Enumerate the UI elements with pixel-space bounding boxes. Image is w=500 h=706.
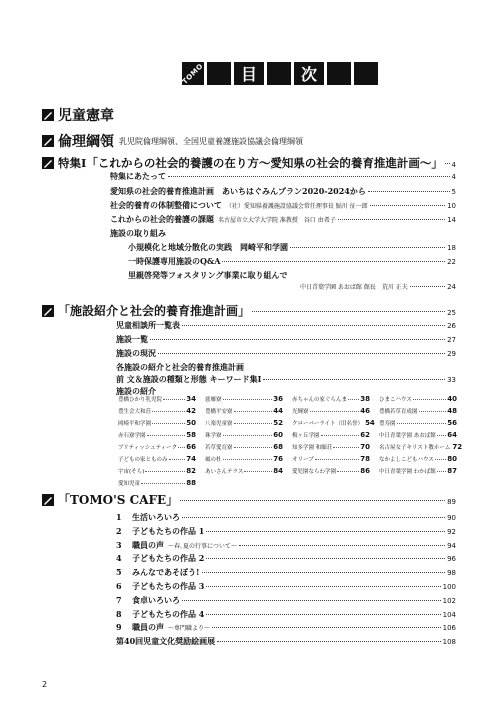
toc-entry [116, 581, 456, 592]
leader-dots [223, 459, 273, 460]
page-number: 36 [273, 395, 283, 403]
page-number: 72 [452, 443, 463, 451]
section-title: 「施設紹介と社会的養育推進計画」 [58, 304, 251, 318]
toc-entry [116, 567, 456, 578]
entry-number: 7 [116, 594, 122, 605]
facility-entry [292, 395, 370, 403]
facility-entry [292, 407, 370, 415]
toc-entry [128, 256, 456, 267]
toc-entry [300, 282, 456, 293]
entry-title: 第40回児童文化奨励絵画展 [116, 636, 216, 647]
page-number: 52 [273, 419, 283, 427]
facility-entry [205, 431, 283, 439]
entry-number: 1 [116, 512, 122, 522]
page-number: 66 [186, 443, 196, 451]
toc-entry [110, 186, 456, 197]
section-heading-code-of-ethics [42, 131, 303, 151]
leader-dots [145, 471, 185, 472]
leader-dots [239, 545, 445, 546]
facility-name: 光輝寮 [292, 409, 309, 415]
facility-name: クローバーライト（旧名誉） [292, 421, 364, 427]
entry-title: 子どもたちの作品 4 [132, 608, 205, 619]
header-title-char-2: 次 [294, 62, 324, 85]
entry-title: 小規模化と地域分散化の実践 岡崎平和学園 [128, 242, 288, 252]
leader-dots [397, 423, 447, 424]
page-number: 68 [273, 443, 283, 451]
entry-title: 前 文＆施設の種類と形態 キーワード集Ⅰ [116, 374, 262, 384]
facility-name: 愛知児童 [118, 481, 141, 487]
leader-dots [158, 353, 445, 354]
facility-name: 赤ちゃんの家ぐらんま [292, 397, 348, 403]
facility-entry [292, 455, 370, 463]
facility-entry [379, 431, 457, 439]
toc-entry [128, 242, 456, 253]
page-number: 76 [273, 455, 283, 463]
page-number: 70 [360, 443, 370, 451]
page-number: 98 [447, 569, 456, 578]
page-number: 92 [447, 527, 456, 536]
page-number: 89 [447, 498, 456, 506]
header-block [267, 62, 291, 85]
toc-entry [116, 374, 456, 385]
entry-title: 子どもたちの作品 3 [132, 581, 205, 591]
leader-dots [182, 517, 445, 518]
page-footer-number: 2 [42, 680, 48, 689]
entry-title: 里親啓発等フォスタリング事業に取り組んで [128, 270, 288, 280]
entry-number: 2 [116, 525, 122, 536]
facility-entry [292, 443, 370, 451]
entry-title: 子どもたちの作品 2 [132, 553, 205, 564]
entry-title: 児童相談所一覧表 [116, 320, 180, 330]
toc-entry [116, 512, 456, 523]
leader-dots [178, 447, 185, 448]
page-number: 78 [360, 455, 370, 463]
facility-entry [205, 443, 283, 451]
leader-dots [234, 423, 273, 424]
entry-author: 中日青葉学園 あおば館 館長 荒川 正夫 [300, 284, 408, 291]
facility-entry [118, 419, 196, 427]
toc-entry [116, 540, 456, 551]
page-number: 4 [451, 173, 456, 181]
facility-entry [118, 431, 196, 439]
page-number: 50 [186, 419, 196, 427]
leader-dots [348, 399, 359, 400]
entry-number: 8 [116, 608, 122, 619]
page-number: 25 [447, 309, 456, 317]
facility-name: 豊橋ひかり乳児院 [118, 397, 163, 403]
leader-dots [437, 471, 447, 472]
page-number: 22 [447, 258, 456, 266]
section-subtitle: 乳児院倫理綱領、全国児童養護施設協議会倫理綱領 [119, 136, 303, 146]
entry-title: 施設の紹介 [116, 386, 156, 396]
facility-entry [379, 455, 457, 463]
page-number: 96 [447, 555, 456, 564]
section-heading-facility-intro [42, 302, 456, 319]
entry-title: 職員の声 [132, 539, 164, 550]
facility-name: オリーブ [292, 457, 314, 463]
leader-dots [315, 459, 360, 460]
page-number: 108 [442, 638, 456, 647]
facility-entry [379, 443, 463, 451]
toc-entry [116, 595, 456, 606]
leader-dots [168, 176, 450, 177]
entry-number: 6 [116, 581, 122, 591]
leader-dots [206, 558, 445, 559]
entry-title: 社会的養育の体制整備について [110, 200, 222, 210]
facility-entry [118, 455, 196, 463]
toc-entry [110, 171, 456, 182]
entry-note: ～春､夏の行事について～ [168, 542, 237, 550]
toc-entry [116, 320, 456, 331]
facility-name: 中日青葉学園 あおば館 [379, 433, 436, 439]
leader-dots [435, 459, 446, 460]
entry-title: 施設一覧 [116, 334, 148, 344]
page-number: 86 [360, 467, 370, 475]
entry-note: ～専門職より～ [168, 625, 211, 633]
toc-entry [128, 270, 456, 281]
leader-dots [222, 261, 445, 262]
page-number: 58 [186, 431, 196, 439]
facility-entry [118, 479, 196, 487]
leader-dots [338, 219, 445, 220]
entry-title: 職員の声 [132, 622, 164, 633]
section-heading-tomos-cafe [42, 491, 456, 508]
section-title: 倫理綱領 [58, 134, 114, 150]
page-number: 100 [442, 583, 456, 591]
page-number: 64 [447, 431, 457, 439]
page-number: 94 [447, 541, 456, 550]
page-number: 104 [442, 610, 456, 619]
entry-title: 愛知県の社会的養育推進計画 あいちはぐみんプラン2020-2024から [110, 186, 366, 196]
page-number: 27 [447, 336, 456, 344]
facility-entry [379, 407, 457, 415]
leader-dots [223, 399, 273, 400]
leader-dots [290, 247, 445, 248]
section-title: 児童憲章 [58, 108, 114, 124]
entry-title: 生活いろいろ [132, 512, 180, 522]
leader-dots [182, 325, 445, 326]
facility-entry [379, 419, 457, 427]
leader-dots [244, 471, 272, 472]
toc-entry [116, 636, 456, 647]
entry-title: 一時保護専用施設のQ&A [128, 256, 221, 266]
leader-dots [252, 311, 445, 312]
facility-name: 八楽児童寮 [205, 421, 233, 427]
section-title: 特集Ⅰ「これからの社会的養護の在り方～愛知県の社会的養育推進計画～」 [58, 156, 443, 170]
facility-entry [292, 419, 375, 427]
toc-entry [116, 622, 456, 633]
page-number: 33 [447, 376, 456, 384]
page-number: 102 [442, 596, 456, 605]
facility-name: 知多学園 和願荘 [292, 445, 333, 451]
section-heading-childrens-charter [42, 105, 114, 125]
header-block [327, 62, 351, 85]
toc-entry [116, 526, 456, 537]
pen-icon [42, 109, 54, 121]
entry-title: 食卓いろいろ [132, 594, 180, 605]
entry-title: 子どもたちの作品 1 [132, 525, 205, 536]
header-block [354, 62, 378, 85]
leader-dots [150, 339, 445, 340]
page-number: 74 [186, 455, 196, 463]
facility-name: 風の杜 [205, 457, 222, 463]
leader-dots [152, 423, 185, 424]
facility-entry [205, 407, 283, 415]
facility-entry [118, 395, 196, 403]
page-number: 54 [365, 419, 375, 427]
facility-name: 豊橋若草育成園 [379, 409, 418, 415]
facility-entry [379, 395, 457, 403]
section-heading-feature [42, 155, 456, 171]
entry-title: 施設の現況 [116, 348, 156, 358]
facility-name: 豊橋平安寮 [205, 409, 233, 415]
leader-dots [310, 411, 360, 412]
page-number: 90 [447, 514, 456, 522]
leader-dots [337, 471, 359, 472]
facility-name: 愛児園ならわ学園 [292, 469, 337, 475]
leader-dots [321, 435, 360, 436]
toc-entry [110, 200, 456, 211]
leader-dots [223, 435, 273, 436]
facility-name: ひまこハウス [379, 397, 412, 403]
facility-name: なかよしこどもハウス [379, 457, 434, 463]
facility-name: 名古屋女子キリスト教ホーム [379, 445, 451, 451]
page-number: 42 [186, 407, 196, 415]
facility-name: 中日青葉学園 わかば館 [379, 469, 436, 475]
page-number: 29 [447, 350, 456, 358]
leader-dots [212, 627, 441, 628]
toc-entry [110, 214, 456, 225]
facility-entry [205, 467, 283, 475]
pen-icon [42, 305, 54, 317]
facility-name: 珠学寮 [205, 433, 222, 439]
page-number: 4 [451, 161, 456, 169]
leader-dots [206, 586, 440, 587]
leader-dots [206, 614, 440, 615]
toc-entry [116, 334, 456, 345]
page-number: 44 [273, 407, 283, 415]
page-number: 40 [447, 395, 457, 403]
leader-dots [234, 411, 273, 412]
page-number: 62 [360, 431, 370, 439]
entry-title: これからの社会的養護の課題 [110, 214, 214, 224]
entry-number: 3 [116, 539, 122, 550]
leader-dots [413, 399, 446, 400]
entry-title: 各施設の紹介と社会的養育推進計画 [116, 362, 244, 372]
entry-title: みんなであそぼう! [132, 567, 200, 578]
leader-dots [180, 500, 445, 501]
facility-entry [118, 467, 196, 475]
leader-dots [333, 447, 359, 448]
leader-dots [152, 411, 185, 412]
facility-name: 岡崎平和学園 [118, 421, 152, 427]
facility-name: 子どもの家とものみ [118, 457, 168, 463]
leader-dots [410, 286, 445, 287]
leader-dots [445, 163, 450, 164]
leader-dots [141, 483, 185, 484]
page-number: 5 [451, 188, 456, 196]
facility-name: 豊生会大和荘 [118, 409, 152, 415]
facility-name: 赤石寮学園 [118, 433, 146, 439]
entry-title: 施設の取り組み [110, 228, 166, 238]
facility-name: ブリティッシュティーク [118, 445, 178, 451]
leader-dots [147, 435, 186, 436]
page-number: 18 [447, 244, 456, 252]
page-number: 24 [447, 283, 456, 291]
entry-author: 名古屋市立大学大学院 准教授 谷口 由希子 [218, 217, 336, 224]
page-number: 106 [442, 624, 456, 633]
facility-entry [118, 443, 196, 451]
leader-dots [234, 447, 273, 448]
toc-entry [116, 362, 456, 373]
entry-author: （社）愛知県養護施設協議会常任理事長 鮎川 征一郎 [225, 203, 368, 210]
page-number: 80 [447, 455, 457, 463]
toc-entry [110, 228, 456, 239]
entry-title: 特集にあたって [110, 171, 166, 181]
leader-dots [419, 411, 447, 412]
facility-entry [292, 467, 370, 475]
page-number: 46 [360, 407, 370, 415]
page-number: 34 [186, 395, 196, 403]
leader-dots [370, 205, 445, 206]
facility-name: 慈雁寮 [205, 397, 222, 403]
leader-dots [182, 600, 441, 601]
leader-dots [206, 531, 445, 532]
leader-dots [202, 572, 446, 573]
toc-entry [116, 609, 456, 620]
header-title-char-1: 目 [234, 62, 264, 85]
facility-name: 若草愛育寮 [205, 445, 233, 451]
toc-entry [116, 553, 456, 564]
page-number: 56 [447, 419, 457, 427]
facility-name: 豊寿園 [379, 421, 396, 427]
facility-entry [205, 395, 283, 403]
facility-entry [118, 407, 196, 415]
page-number: 88 [186, 479, 196, 487]
page-number: 14 [447, 216, 456, 224]
leader-dots [437, 435, 447, 436]
pen-icon [42, 157, 54, 169]
entry-number: 9 [116, 622, 122, 633]
toc-header [182, 62, 381, 85]
leader-dots [217, 641, 440, 642]
facility-entry [292, 431, 370, 439]
facility-entry [379, 467, 457, 475]
page-number: 10 [447, 202, 456, 210]
page-number: 82 [186, 467, 196, 475]
page-number: 84 [273, 467, 283, 475]
pen-icon [42, 135, 54, 147]
toc-entry [116, 348, 456, 359]
facility-name: 宇宙(そら) [118, 469, 145, 475]
facility-name: 梅ヶ丘学園 [292, 433, 320, 439]
page-number: 38 [360, 395, 370, 403]
leader-dots [169, 459, 186, 460]
entry-number: 5 [116, 567, 122, 578]
section-title: 「TOMO'S CAFE」 [58, 493, 179, 507]
page-number: 26 [447, 322, 456, 330]
facility-entry [205, 419, 283, 427]
leader-dots [163, 399, 185, 400]
pen-icon [42, 494, 54, 506]
page-number: 60 [273, 431, 283, 439]
leader-dots [263, 379, 445, 380]
page-number: 48 [447, 407, 457, 415]
facility-entry [205, 455, 283, 463]
leader-dots [368, 191, 450, 192]
header-block [207, 62, 231, 85]
page-number: 87 [447, 467, 457, 475]
entry-number: 4 [116, 553, 122, 564]
facility-name: あいさんテラス [205, 469, 244, 475]
tomo-logo: TOMO [181, 61, 205, 86]
